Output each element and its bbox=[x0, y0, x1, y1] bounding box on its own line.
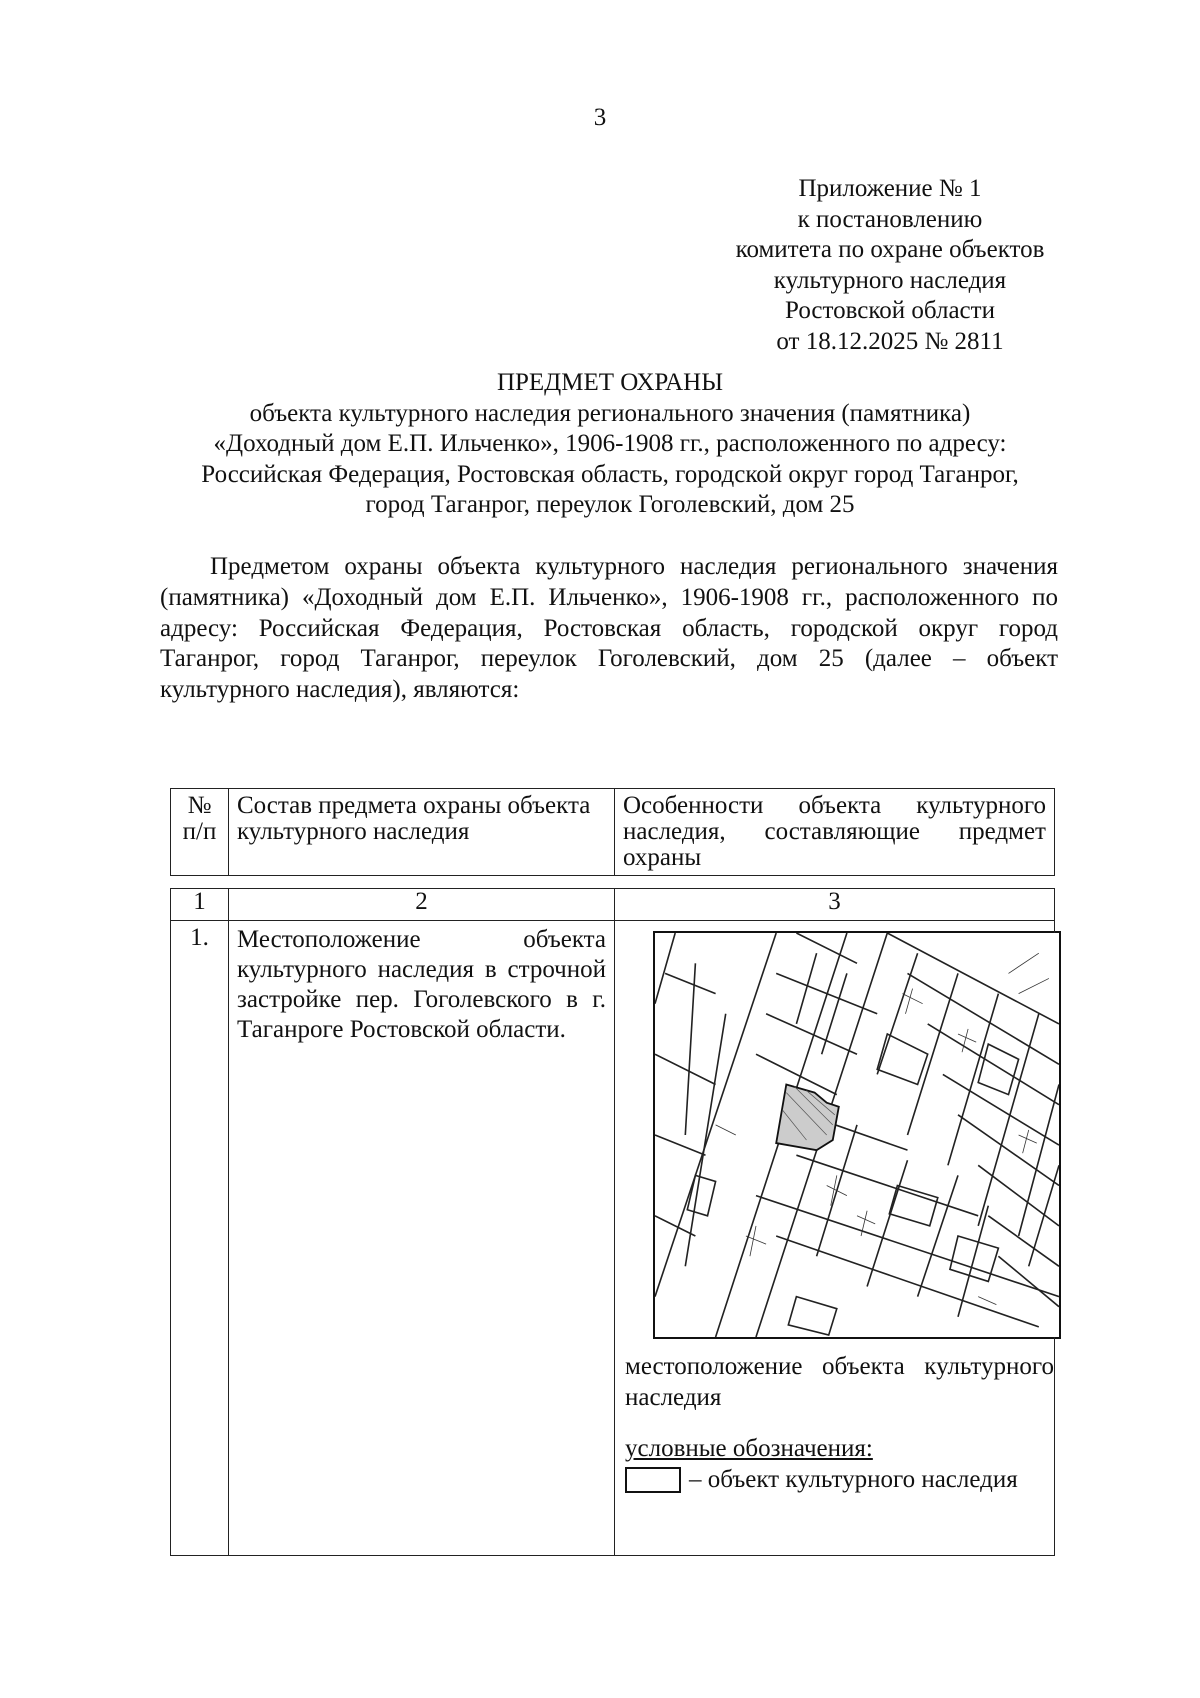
appendix-line: комитета по охране объектов bbox=[735, 236, 1045, 263]
title-line: Российская Федерация, Ростовская область, городской округ город Таганрог, bbox=[201, 460, 1019, 488]
row-number: 1. bbox=[171, 921, 229, 1556]
legend-title: условные обозначения: bbox=[625, 1435, 873, 1462]
title-line: «Доходный дом Е.П. Ильченко», 1906-1908 гг., расположенного по адресу: bbox=[213, 430, 1007, 457]
map-caption: местоположение объекта культурного наследия bbox=[625, 1353, 1054, 1411]
header-features-label: Особенности объекта культурного наследия, составляющие предмет охраны bbox=[623, 792, 1046, 871]
legend-item bbox=[625, 1467, 1054, 1493]
cadastral-map-image bbox=[655, 933, 1059, 1337]
appendix-line: Приложение № 1 bbox=[798, 175, 982, 202]
title-line: город Таганрог, переулок Гоголевский, дом 25 bbox=[365, 491, 855, 518]
protection-table bbox=[170, 888, 1055, 1556]
legend-swatch bbox=[625, 1467, 681, 1493]
appendix-line: Ростовской области bbox=[785, 297, 995, 324]
title-line: объекта культурного наследия регионального значения (памятника) bbox=[249, 399, 971, 427]
column-number-row bbox=[171, 889, 1055, 921]
document-title bbox=[160, 368, 1060, 521]
header-composition: Состав предмета охраны объекта культурного наследия bbox=[229, 789, 615, 876]
composition-text: Местоположение объекта культурного наследия в строчной застройке пер. Гоголевского в г. Таганроге Ростовской области. bbox=[237, 926, 606, 1043]
features-cell bbox=[615, 921, 1055, 1556]
page-number: 3 bbox=[593, 104, 607, 131]
column-number: 2 bbox=[229, 889, 615, 921]
header-features bbox=[615, 789, 1055, 876]
header-number-label: п/п bbox=[182, 818, 217, 845]
appendix-line: от 18.12.2025 № 2811 bbox=[776, 327, 1004, 355]
intro-paragraph: Предметом охраны объекта культурного наследия регионального значения (памятника) «Доходный дом Е.П. Ильченко», 1906-1908 гг., расположенного по адресу: Российская Федерация, Ростовская область, городской округ город Таганрог, город Таганрог, переулок Гоголевский, дом 25 (далее – объект культурного наследия), являются: bbox=[160, 553, 1058, 704]
composition-cell bbox=[229, 921, 615, 1556]
appendix-line: культурного наследия bbox=[773, 266, 1007, 294]
header-number-label: № bbox=[187, 792, 212, 819]
table-row bbox=[171, 921, 1055, 1556]
appendix-reference bbox=[700, 174, 1080, 357]
column-number: 1 bbox=[171, 889, 229, 921]
header-number-cell bbox=[171, 789, 229, 876]
title-heading: ПРЕДМЕТ ОХРАНЫ bbox=[496, 369, 724, 396]
location-map bbox=[653, 931, 1061, 1339]
protection-table-header bbox=[170, 788, 1055, 876]
column-number: 3 bbox=[615, 889, 1055, 921]
appendix-line: к постановлению bbox=[797, 205, 983, 233]
legend-item-label: – объект культурного наследия bbox=[689, 1466, 1018, 1493]
